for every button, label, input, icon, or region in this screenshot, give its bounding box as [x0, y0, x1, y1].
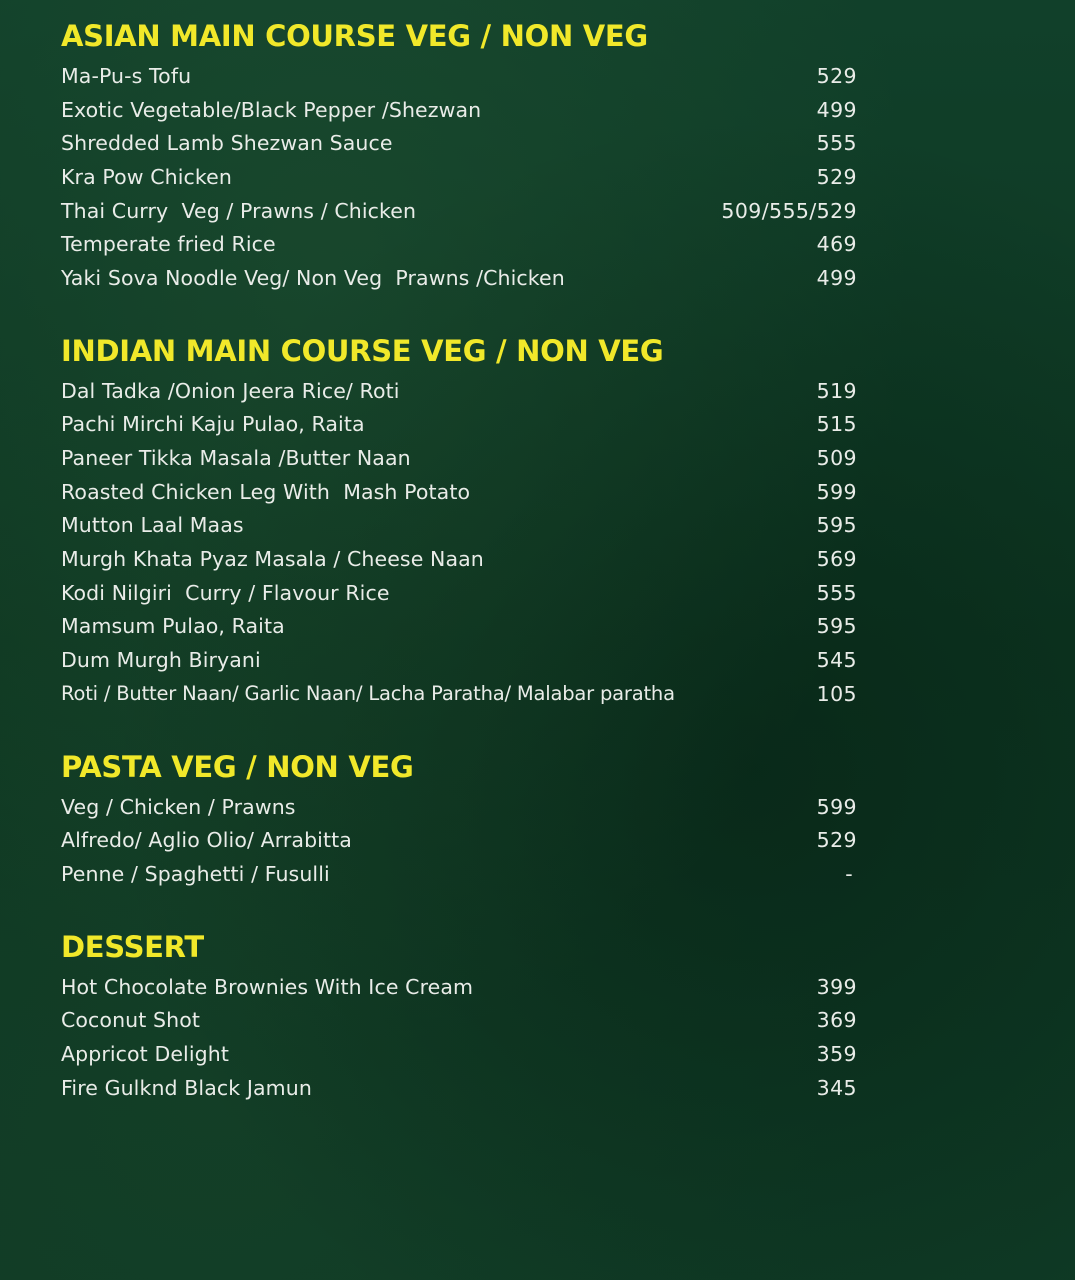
menu-item — [61, 374, 857, 408]
item-price: 509/555/529 — [721, 198, 857, 223]
menu-item — [61, 823, 857, 857]
menu-item — [61, 227, 857, 261]
item-price: 105 — [816, 681, 857, 706]
item-price: 499 — [816, 97, 857, 122]
item-price: 595 — [816, 513, 857, 538]
section-pasta — [61, 747, 857, 891]
item-name: Shredded Lamb Shezwan Sauce — [61, 131, 393, 156]
item-name: Exotic Vegetable/Black Pepper /Shezwan — [61, 97, 482, 122]
item-price: 529 — [816, 164, 857, 189]
item-name: Roti / Butter Naan/ Garlic Naan/ Lacha Paratha/ Malabar paratha — [61, 682, 675, 706]
menu-item — [61, 610, 857, 644]
item-name: Kodi Nilgiri Curry / Flavour Rice — [61, 580, 390, 605]
item-name: Yaki Sova Noodle Veg/ Non Veg Prawns /Chicken — [61, 265, 565, 290]
item-name: Roasted Chicken Leg With Mash Potato — [61, 479, 471, 504]
item-price: 595 — [816, 614, 857, 639]
item-name: Veg / Chicken / Prawns — [61, 794, 296, 819]
menu-item — [61, 790, 857, 824]
item-price: 529 — [816, 63, 857, 88]
menu-item — [61, 261, 857, 295]
menu-item — [61, 643, 857, 677]
item-price: 509 — [816, 446, 857, 471]
menu-item — [61, 441, 857, 475]
item-name: Mutton Laal Maas — [61, 513, 244, 538]
item-price: 599 — [816, 794, 857, 819]
item-name: Murgh Khata Pyaz Masala / Cheese Naan — [61, 547, 484, 572]
item-price: 555 — [816, 131, 857, 156]
item-price: 529 — [816, 828, 857, 853]
menu-item — [61, 194, 857, 228]
menu-item — [61, 160, 857, 194]
item-price: 545 — [816, 648, 857, 673]
menu-item — [61, 542, 857, 576]
section-indian-main-course — [61, 331, 857, 711]
menu-item — [61, 408, 857, 442]
menu-item — [61, 93, 857, 127]
menu-item — [61, 1037, 857, 1071]
item-price: 369 — [816, 1008, 857, 1033]
item-price: - — [845, 861, 853, 886]
item-name: Mamsum Pulao, Raita — [61, 614, 285, 639]
section-dessert — [61, 927, 857, 1105]
item-name: Penne / Spaghetti / Fusulli — [61, 861, 330, 886]
item-price: 399 — [816, 974, 857, 999]
item-name: Temperate fried Rice — [61, 232, 276, 257]
section-title: ASIAN MAIN COURSE VEG / NON VEG — [61, 19, 648, 53]
item-name: Ma-Pu-s Tofu — [61, 63, 192, 88]
item-name: Alfredo/ Aglio Olio/ Arrabitta — [61, 828, 352, 853]
item-price: 519 — [816, 378, 857, 403]
menu-item — [61, 576, 857, 610]
item-price: 569 — [816, 547, 857, 572]
menu-item — [61, 126, 857, 160]
item-name: Coconut Shot — [61, 1008, 200, 1033]
menu-item — [61, 677, 857, 711]
item-name: Kra Pow Chicken — [61, 164, 232, 189]
item-price: 515 — [816, 412, 857, 437]
menu-item — [61, 475, 857, 509]
menu-item — [61, 1003, 857, 1037]
item-name: Hot Chocolate Brownies With Ice Cream — [61, 974, 474, 999]
section-title: PASTA VEG / NON VEG — [61, 749, 414, 784]
item-price: 359 — [816, 1041, 857, 1066]
item-name: Dum Murgh Biryani — [61, 648, 261, 673]
menu-item — [61, 509, 857, 543]
item-name: Appricot Delight — [61, 1041, 229, 1066]
item-name: Dal Tadka /Onion Jeera Rice/ Roti — [61, 378, 400, 403]
section-title: DESSERT — [61, 929, 204, 964]
menu-item — [61, 1071, 857, 1105]
item-name: Paneer Tikka Masala /Butter Naan — [61, 446, 411, 471]
item-price: 555 — [816, 580, 857, 605]
item-name: Fire Gulknd Black Jamun — [61, 1075, 312, 1100]
section-asian-main-course — [61, 16, 857, 295]
item-price: 345 — [816, 1075, 857, 1100]
item-price: 499 — [816, 265, 857, 290]
menu-item — [61, 59, 857, 93]
item-name: Pachi Mirchi Kaju Pulao, Raita — [61, 412, 365, 437]
menu — [61, 16, 857, 1141]
menu-item — [61, 970, 857, 1004]
item-price: 469 — [816, 232, 857, 257]
menu-item — [61, 857, 857, 891]
item-name: Thai Curry Veg / Prawns / Chicken — [61, 198, 417, 223]
section-title: INDIAN MAIN COURSE VEG / NON VEG — [61, 333, 664, 368]
item-price: 599 — [816, 479, 857, 504]
